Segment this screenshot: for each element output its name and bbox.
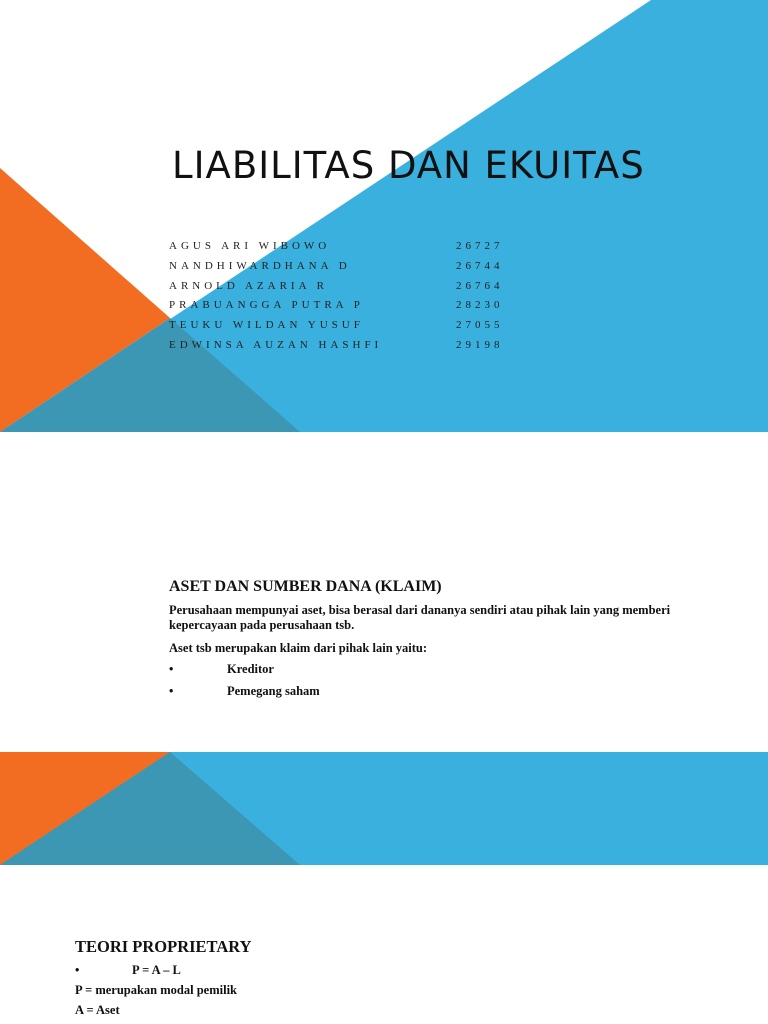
- bullet-text: Kreditor: [227, 662, 274, 676]
- bullet-text: Pemegang saham: [227, 684, 320, 698]
- bullet-icon: •: [169, 662, 174, 676]
- member-number: 26727: [456, 240, 504, 252]
- slide1-decoration: [0, 0, 768, 432]
- content-slide-aset: [0, 432, 768, 752]
- member-name: PRABUANGGA PUTRA P: [169, 299, 364, 312]
- member-number: 26744: [456, 259, 504, 272]
- member-row: [169, 339, 529, 359]
- member-name: TEUKU WILDAN YUSUF: [169, 319, 364, 332]
- definition-line: A = Aset: [75, 1003, 120, 1017]
- member-row: [169, 260, 529, 280]
- member-number: 26764: [456, 279, 504, 292]
- bullet-icon: •: [169, 684, 174, 698]
- title-slide: [0, 0, 768, 432]
- member-number: 29198: [456, 338, 504, 351]
- member-name: ARNOLD AZARIA R: [169, 279, 329, 292]
- paragraph: Perusahaan mempunyai aset, bisa berasal dari dananya sendiri atau pihak lain yang memberi kepercayaan pada perusahaan tsb.: [169, 603, 671, 632]
- member-number: 28230: [456, 299, 504, 312]
- member-row: [169, 299, 529, 319]
- bullet-icon: •: [75, 963, 80, 977]
- member-name: EDWINSA AUZAN HASHFI: [169, 338, 383, 351]
- paragraph: Aset tsb merupakan klaim dari pihak lain yaitu:: [169, 641, 428, 655]
- member-list: [169, 240, 529, 359]
- member-row: [169, 280, 529, 300]
- slide-title: ASET DAN SUMBER DANA (KLAIM): [169, 578, 442, 595]
- bullet-text: P = A – L: [132, 963, 181, 977]
- member-name: AGUS ARI WIBOWO: [169, 240, 331, 252]
- member-row: [169, 240, 529, 260]
- presentation-title: LIABILITAS DAN EKUITAS: [172, 144, 645, 187]
- member-number: 27055: [456, 319, 504, 332]
- definition-line: P = merupakan modal pemilik: [75, 983, 238, 997]
- member-name: NANDHIWARDHANA D: [169, 259, 351, 272]
- member-row: [169, 319, 529, 339]
- slide-title: TEORI PROPRIETARY: [75, 937, 252, 956]
- band-decoration: [0, 752, 768, 865]
- content-slide-proprietary: [0, 865, 768, 1024]
- band-slide: [0, 752, 768, 865]
